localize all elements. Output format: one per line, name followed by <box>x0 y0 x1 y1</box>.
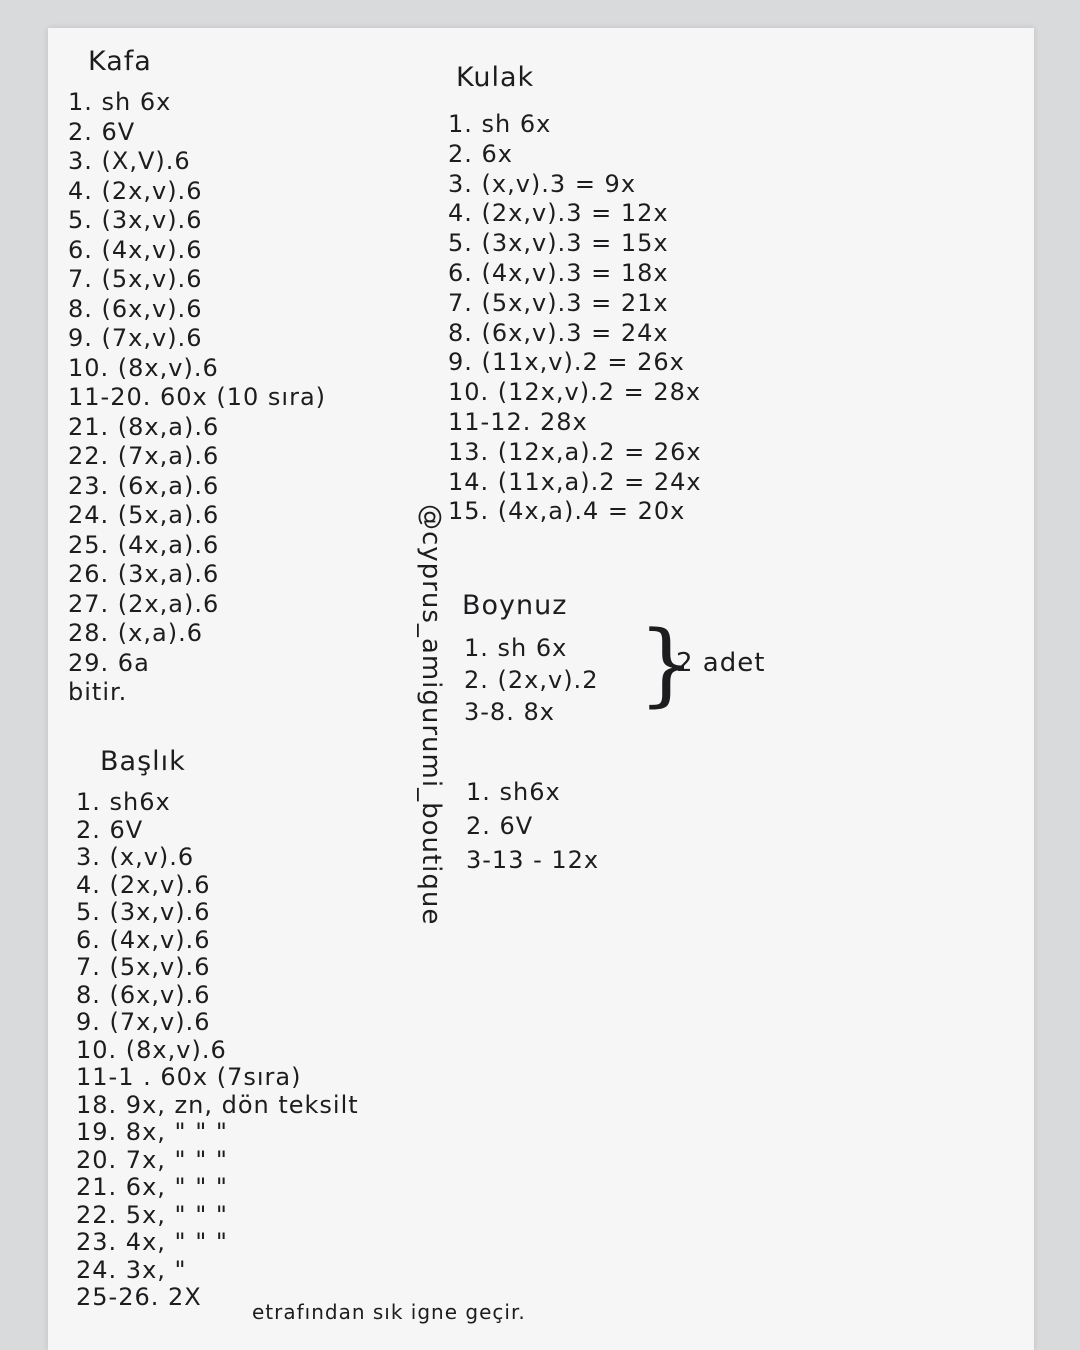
extra-row: 1. sh6x <box>466 778 561 806</box>
kulak-row: 9. (11x,v).2 = 26x <box>448 348 685 377</box>
baslik-title: Başlık <box>100 746 186 777</box>
kafa-row: 22. (7x,a).6 <box>68 442 220 470</box>
boynuz-title: Boynuz <box>462 590 568 621</box>
kafa-title: Kafa <box>88 46 152 77</box>
boynuz-note: 2 adet <box>676 648 766 678</box>
kulak-title: Kulak <box>456 62 535 93</box>
baslik-row: 2. 6V <box>76 815 144 844</box>
kafa-row: 24. (5x,a).6 <box>68 501 220 529</box>
kulak-row: 11-12. 28x <box>448 408 588 436</box>
kafa-row: 8. (6x,v).6 <box>68 294 203 323</box>
watermark-handle: @cyprus_amigurumi_boutique <box>416 504 446 926</box>
kafa-row: 6. (4x,v).6 <box>68 235 203 264</box>
kafa-row: 3. (X,V).6 <box>68 147 191 175</box>
kulak-row: 6. (4x,v).3 = 18x <box>448 259 669 287</box>
baslik-footer-note: etrafından sık igne geçir. <box>252 1300 526 1324</box>
baslik-row: 7. (5x,v).6 <box>76 953 211 981</box>
extra-row: 3-13 - 12x <box>466 846 600 874</box>
kulak-row: 4. (2x,v).3 = 12x <box>448 199 669 228</box>
boynuz-row: 2. (2x,v).2 <box>464 666 599 694</box>
kulak-row: 3. (x,v).3 = 9x <box>448 169 637 198</box>
curly-brace: } <box>638 612 696 717</box>
kulak-row: 14. (11x,a).2 = 24x <box>448 467 702 496</box>
baslik-row: 20. 7x, " " " <box>76 1145 228 1174</box>
kulak-row: 13. (12x,a).2 = 26x <box>448 437 702 466</box>
boynuz-row: 3-8. 8x <box>464 698 555 726</box>
baslik-row: 22. 5x, " " " <box>76 1200 228 1229</box>
extra-row: 2. 6V <box>466 812 534 840</box>
kafa-row: bitir. <box>68 678 128 706</box>
baslik-row: 23. 4x, " " " <box>76 1228 228 1256</box>
kulak-row: 10. (12x,v).2 = 28x <box>448 378 702 407</box>
baslik-row: 4. (2x,v).6 <box>76 870 211 899</box>
baslik-row: 5. (3x,v).6 <box>76 898 211 926</box>
kulak-row: 7. (5x,v).3 = 21x <box>448 288 669 317</box>
kafa-row: 11-20. 60x (10 sıra) <box>68 383 327 411</box>
kafa-row: 21. (8x,a).6 <box>68 412 220 441</box>
kafa-row: 2. 6V <box>68 117 136 146</box>
baslik-row: 19. 8x, " " " <box>76 1118 228 1146</box>
baslik-row: 3. (x,v).6 <box>76 843 195 871</box>
boynuz-row: 1. sh 6x <box>464 634 568 662</box>
baslik-row: 6. (4x,v).6 <box>76 925 211 954</box>
kafa-row: 5. (3x,v).6 <box>68 206 203 234</box>
notebook-paper <box>48 28 1034 1350</box>
kafa-row: 26. (3x,a).6 <box>68 560 220 588</box>
baslik-row: 25-26. 2X <box>76 1283 202 1311</box>
kafa-row: 9. (7x,v).6 <box>68 324 203 352</box>
baslik-row: 18. 9x, zn, dön teksilt <box>76 1090 359 1119</box>
kulak-row: 2. 6x <box>448 139 513 168</box>
baslik-row: 11-1 . 60x (7sıra) <box>76 1063 302 1091</box>
kafa-row: 27. (2x,a).6 <box>68 589 220 618</box>
kafa-row: 4. (2x,v).6 <box>68 176 203 205</box>
baslik-row: 1. sh6x <box>76 788 171 816</box>
kulak-row: 8. (6x,v).3 = 24x <box>448 318 669 347</box>
baslik-row: 9. (7x,v).6 <box>76 1008 211 1036</box>
kafa-row: 7. (5x,v).6 <box>68 265 203 293</box>
baslik-row: 10. (8x,v).6 <box>76 1035 227 1064</box>
baslik-row: 21. 6x, " " " <box>76 1173 228 1201</box>
kafa-row: 28. (x,a).6 <box>68 619 203 647</box>
kafa-row: 1. sh 6x <box>68 88 172 116</box>
kafa-row: 29. 6a <box>68 648 150 677</box>
kulak-row: 15. (4x,a).4 = 20x <box>448 497 686 526</box>
kafa-row: 23. (6x,a).6 <box>68 471 220 500</box>
kafa-row: 25. (4x,a).6 <box>68 530 220 559</box>
kulak-row: 1. sh 6x <box>448 110 552 138</box>
baslik-row: 24. 3x, " <box>76 1255 187 1284</box>
kulak-row: 5. (3x,v).3 = 15x <box>448 229 669 258</box>
baslik-row: 8. (6x,v).6 <box>76 980 211 1009</box>
kafa-row: 10. (8x,v).6 <box>68 353 219 382</box>
